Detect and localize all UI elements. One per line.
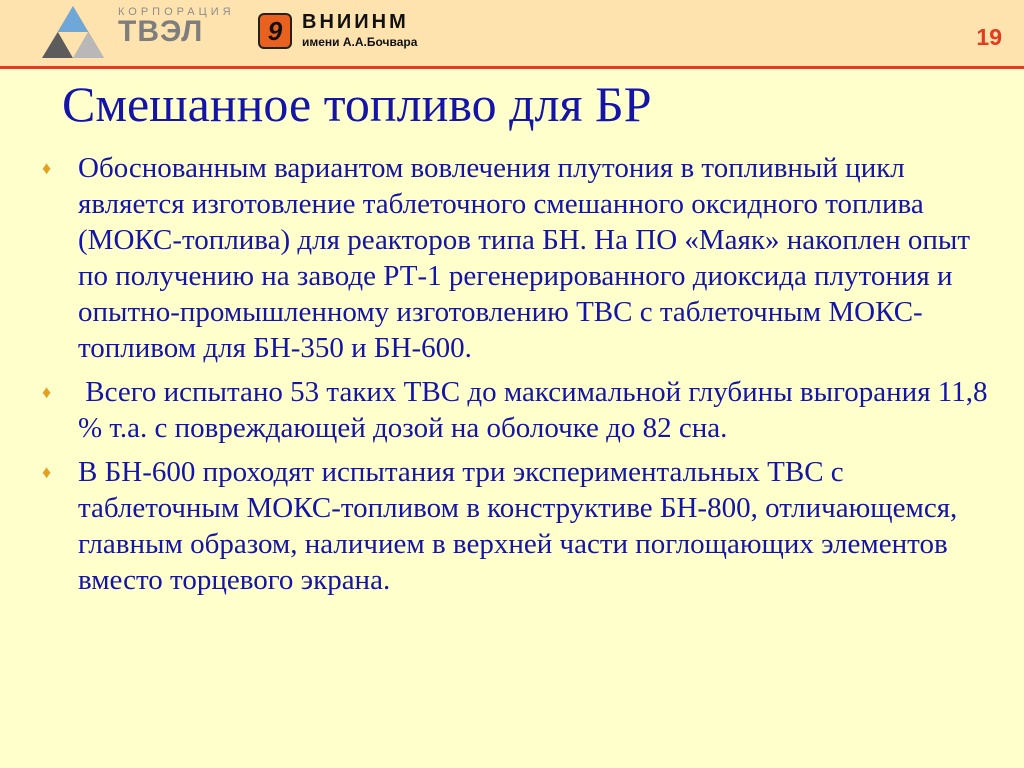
bullet-list xyxy=(40,150,995,606)
tvel-cube-logo-icon xyxy=(40,4,106,60)
slide-number: 19 xyxy=(976,24,1002,50)
slide-header xyxy=(0,0,1024,69)
bullet-text: В БН-600 проходят испытания три экспериментальных ТВС с таблеточным МОКС-топливом в конструктиве БН-800, отличающемся, главным образом, наличием в верхней части поглощающих элементов вместо торцевого экрана. xyxy=(78,456,958,596)
bullet-item xyxy=(40,374,995,446)
tvel-corporation-label: КОРПОРАЦИЯ xyxy=(118,6,235,18)
bullet-text: Всего испытано 53 таких ТВС до максимальной глубины выгорания 11,8 % т.а. с повреждающей дозой на оболочке до 82 сна. xyxy=(78,376,995,444)
vniinm-logo-subtitle: имени А.А.Бочвара xyxy=(302,35,418,49)
bullet-text: Обоснованным вариантом вовлечения плутония в топливный цикл является изготовление таблеточного смешанного оксидного топлива (МОКС-топлива) для реакторов типа БН. На ПО «Маяк» накоплен опыт по получению на заводе РТ-1 регенерированного диоксида плутония и опытно-промышленному изготовлению ТВС с таблеточным МОКС-топливом для БН-350 и БН-600. xyxy=(78,152,971,364)
diamond-bullet-icon: ♦ xyxy=(42,382,52,402)
bullet-item xyxy=(40,454,990,598)
vniinm-emblem-mark: 9 xyxy=(267,16,283,46)
slide-title: Смешанное топливо для БР xyxy=(62,76,652,132)
diamond-bullet-icon: ♦ xyxy=(42,158,52,178)
diamond-bullet-icon: ♦ xyxy=(42,462,52,482)
vniinm-emblem-icon xyxy=(258,13,292,49)
tvel-logo-text: ТВЭЛ xyxy=(118,15,204,48)
bullet-item xyxy=(40,150,990,366)
vniinm-logo-text: ВНИИНМ xyxy=(302,11,409,33)
